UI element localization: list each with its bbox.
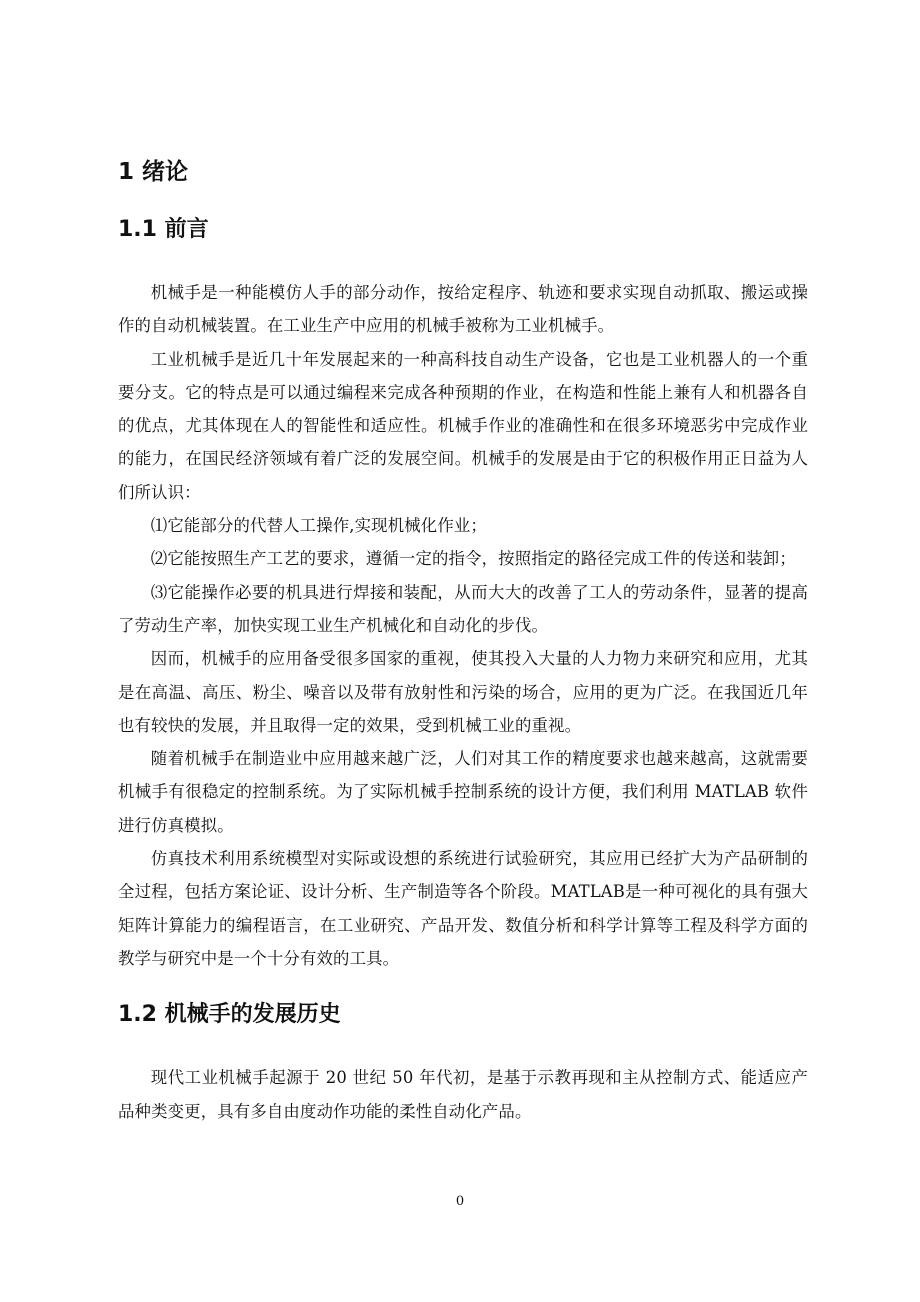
paragraph: 工业机械手是近几十年发展起来的一种高科技自动生产设备，它也是工业机器人的一个重要分支。它的特点是可以通过编程来完成各种预期的作业，在构造和性能上兼有人和机器各自的优点，尤其体现在人的智能性和适应性。机械手作业的准确性和在很多环境恶劣中完成作业的能力，在国民经济领域有着广泛的发展空间。机械手的发展是由于它的积极作用正日益为人们所认识： [118, 349, 808, 502]
page-number: 0 [455, 1194, 465, 1209]
section-body-history [118, 1061, 808, 1128]
paragraph: 现代工业机械手起源于 20 世纪 50 年代初，是基于示教再现和主从控制方式、能适应产品种类变更，具有多自由度动作功能的柔性自动化产品。 [118, 1068, 808, 1121]
list-item: ⑴它能部分的代替人工操作,实现机械化作业； [150, 516, 487, 536]
chapter-title: 1 绪论 [118, 159, 189, 185]
paragraph: 因而，机械手的应用备受很多国家的重视，使其投入大量的人力物力来研究和应用，尤其是在高温、高压、粉尘、噪音以及带有放射性和污染的场合，应用的更为广泛。在我国近几年也有较快的发展，并且取得一定的效果，受到机械工业的重视。 [118, 649, 808, 735]
paragraph: 随着机械手在制造业中应用越来越广泛，人们对其工作的精度要求也越来越高，这就需要机械手有很稳定的控制系统。为了实际机械手控制系统的设计方便，我们利用 MATLAB 软件进行仿真模拟。 [118, 749, 808, 835]
section-body-preface [118, 276, 808, 975]
paragraph: 仿真技术利用系统模型对实际或设想的系统进行试验研究，其应用已经扩大为产品研制的全过程，包括方案论证、设计分析、生产制造等各个阶段。MATLAB是一种可视化的具有强大矩阵计算能力的编程语言，在工业研究、产品开发、数值分析和科学计算等工程及科学方面的教学与研究中是一个十分有效的工具。 [118, 849, 808, 968]
paragraph: 机械手是一种能模仿人手的部分动作，按给定程序、轨迹和要求实现自动抓取、搬运或操作的自动机械装置。在工业生产中应用的机械手被称为工业机械手。 [118, 283, 808, 336]
list-item: ⑶它能操作必要的机具进行焊接和装配，从而大大的改善了工人的劳动条件，显著的提高了劳动生产率，加快实现工业生产机械化和自动化的步伐。 [118, 582, 808, 635]
section-title-preface: 1.1 前言 [118, 217, 209, 242]
section-title-history: 1.2 机械手的发展历史 [118, 1002, 341, 1028]
list-item: ⑵它能按照生产工艺的要求，遵循一定的指令，按照指定的路径完成工件的传送和装卸； [150, 549, 796, 569]
page-content [118, 150, 808, 1128]
